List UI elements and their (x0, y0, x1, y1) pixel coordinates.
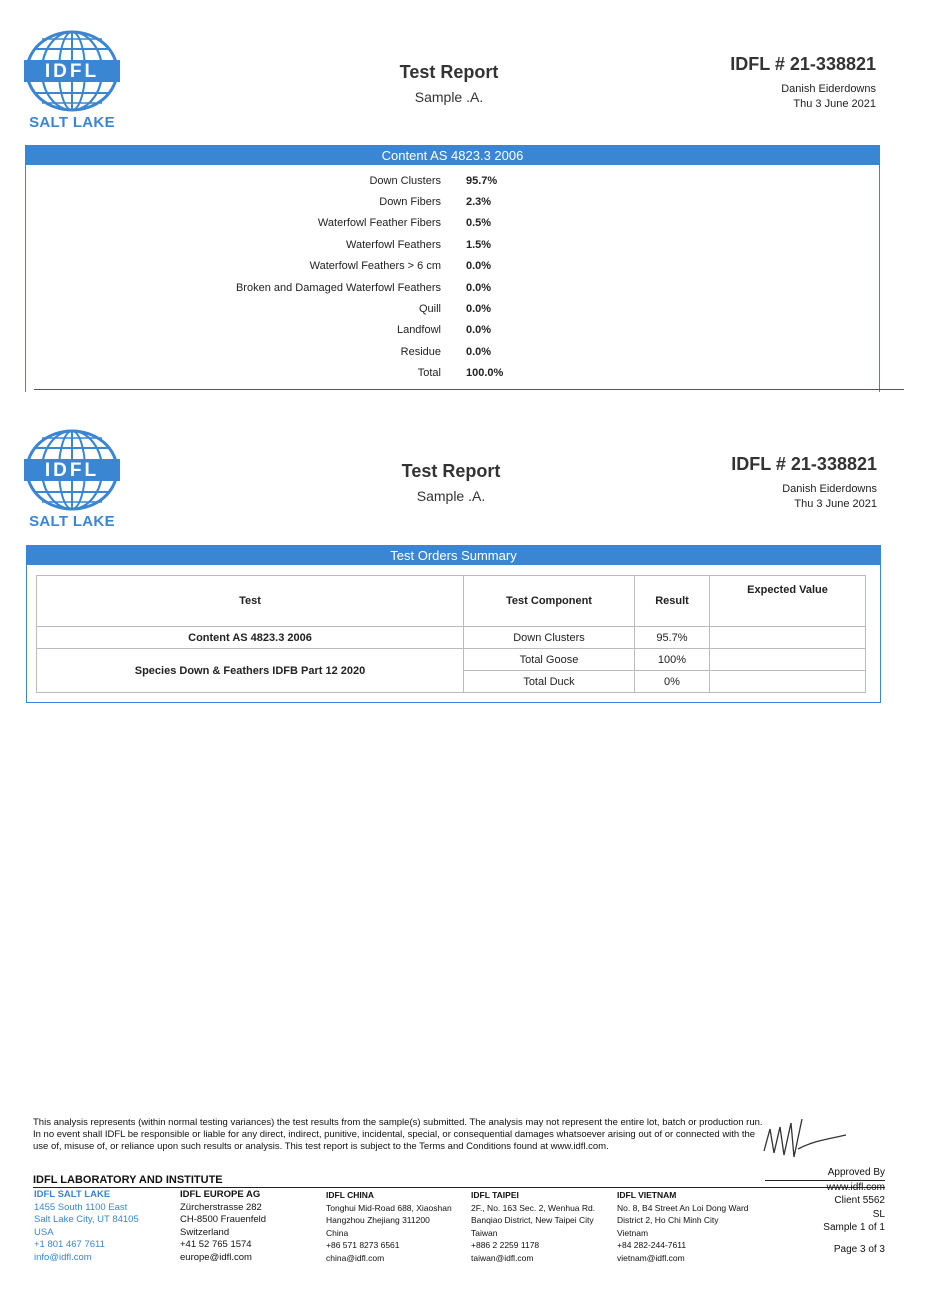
content-row-label: Quill (418, 303, 441, 315)
page-number: Page 3 of 3 (833, 1243, 885, 1255)
office-line: Banqiao District, New Taipei City (471, 1215, 594, 1225)
content-row (26, 342, 879, 363)
content-row-value: 95.7% (466, 175, 498, 187)
office-name: IDFL TAIPEI (471, 1190, 519, 1200)
office-europe (180, 1189, 266, 1264)
test-component: Total Duck (464, 671, 635, 693)
logo-city: SALT LAKE (29, 513, 115, 530)
test-expected (710, 671, 866, 693)
content-row-label: Waterfowl Feathers (346, 239, 441, 251)
office-line: info@idfl.com (34, 1251, 92, 1263)
office-name: IDFL VIETNAM (617, 1190, 677, 1200)
summary-table (36, 575, 866, 693)
sample-count: Sample 1 of 1 (823, 1222, 885, 1233)
test-name: Content AS 4823.3 2006 (37, 627, 464, 649)
office-line: +86 571 8273 6561 (326, 1240, 400, 1250)
content-row (26, 278, 879, 299)
test-name: Species Down & Feathers IDFB Part 12 2020 (37, 649, 464, 693)
office-line: No. 8, B4 Street An Loi Dong Ward (617, 1202, 749, 1213)
content-row (26, 256, 879, 277)
website: www.idfl.com (826, 1181, 885, 1193)
page-divider (34, 389, 904, 390)
table-row (37, 649, 866, 671)
office-line: CH-8500 Frauenfeld (180, 1214, 267, 1225)
content-row-total (26, 363, 879, 384)
office-taipei (471, 1189, 595, 1264)
initials: SL (872, 1208, 885, 1220)
report-number: IDFL # 21-338821 (730, 54, 876, 74)
office-line: Salt Lake City, UT 84105 (34, 1214, 139, 1225)
office-name: IDFL CHINA (326, 1190, 375, 1200)
office-line: China (326, 1227, 349, 1238)
content-row-label: Broken and Damaged Waterfowl Feathers (235, 282, 441, 294)
col-header-component: Test Component (464, 576, 635, 627)
col-header-result: Result (635, 576, 710, 627)
office-line: +41 52 765 1574 (180, 1239, 252, 1250)
approved-by: Approved By (765, 1166, 885, 1181)
office-name: IDFL SALT LAKE (34, 1189, 111, 1200)
content-row-value: 100.0% (466, 367, 504, 379)
page-title: Test Report (399, 62, 499, 82)
office-salt-lake (34, 1189, 139, 1264)
content-row-value: 1.5% (466, 239, 492, 251)
content-row-value: 0.0% (466, 282, 492, 294)
test-component: Total Goose (464, 649, 635, 671)
disclaimer-text: This analysis represents (within normal testing variances) the test results from the sample(s) submitted. The analysis may not represent the entire lot, batch or production run. In no event shall IDFL be responsible or liable for any direct, indirect, punitive, incidental, special, or consequential damages whatsoever arising out of or connected with the use of, misuse of, or reliance upon such results or analysis. This test report is subject to the Terms and Conditions found at www.idfl.com. (33, 1117, 763, 1152)
logo-text: IDFL (44, 61, 100, 82)
col-header-expected: Expected Value (710, 576, 866, 627)
footer-rule (33, 1187, 885, 1188)
office-line: china@idfl.com (326, 1252, 385, 1263)
sample-label: Sample .A. (414, 89, 484, 105)
content-row-value: 0.5% (466, 217, 492, 229)
office-line: Tonghui Mid-Road 688, Xiaoshan (326, 1202, 452, 1213)
signature-icon (758, 1113, 850, 1161)
col-header-test: Test (37, 576, 464, 627)
office-line: +84 282-244-7611 (617, 1240, 687, 1250)
logo-text: IDFL (44, 460, 100, 481)
client-product: Danish Eiderdowns (781, 83, 876, 95)
logo-city: SALT LAKE (29, 114, 115, 131)
office-vietnam (617, 1189, 749, 1264)
table-header-row (37, 576, 866, 627)
test-result: 0% (635, 671, 710, 693)
office-china (326, 1189, 452, 1264)
content-row-label: Down Clusters (369, 175, 441, 187)
summary-panel-heading: Test Orders Summary (27, 546, 880, 565)
office-line: taiwan@idfl.com (471, 1252, 534, 1263)
content-row (26, 171, 879, 192)
test-expected (710, 649, 866, 671)
content-row (26, 213, 879, 234)
content-row-label: Total (417, 367, 441, 379)
report-date: Thu 3 June 2021 (793, 98, 876, 110)
content-row-label: Waterfowl Feathers > 6 cm (309, 260, 441, 272)
office-line: 2F., No. 163 Sec. 2, Wenhua Rd. (471, 1202, 596, 1213)
lab-title: IDFL LABORATORY AND INSTITUTE (33, 1174, 223, 1186)
content-row-value: 0.0% (466, 260, 492, 272)
office-line: 1455 South 1100 East (34, 1201, 128, 1213)
content-row-label: Waterfowl Feather Fibers (317, 217, 441, 229)
report-number: IDFL # 21-338821 (731, 454, 877, 474)
test-result: 100% (635, 649, 710, 671)
content-row (26, 299, 879, 320)
content-row-label: Residue (400, 346, 441, 358)
content-panel (25, 145, 880, 392)
sample-label: Sample .A. (416, 488, 486, 504)
table-row (37, 627, 866, 649)
report-date: Thu 3 June 2021 (794, 498, 877, 510)
office-line: Vietnam (617, 1227, 649, 1238)
office-line: Switzerland (180, 1226, 230, 1238)
test-result: 95.7% (635, 627, 710, 649)
office-line: Hangzhou Zhejiang 311200 (326, 1215, 430, 1225)
content-row-value: 0.0% (466, 303, 492, 315)
office-line: +886 2 2259 1178 (471, 1240, 540, 1250)
office-line: Taiwan (471, 1227, 498, 1238)
office-line: vietnam@idfl.com (617, 1252, 685, 1263)
content-panel-heading: Content AS 4823.3 2006 (26, 146, 879, 165)
content-row-label: Down Fibers (379, 196, 441, 208)
content-row-value: 0.0% (466, 324, 492, 336)
test-component: Down Clusters (464, 627, 635, 649)
content-row (26, 320, 879, 341)
content-row-value: 0.0% (466, 346, 492, 358)
client-product: Danish Eiderdowns (782, 483, 877, 495)
approval-block (765, 1166, 885, 1256)
office-name: IDFL EUROPE AG (180, 1189, 261, 1200)
office-line: europe@idfl.com (180, 1251, 252, 1263)
test-expected (710, 627, 866, 649)
content-row-label: Landfowl (396, 324, 441, 336)
office-line: +1 801 467 7611 (34, 1239, 105, 1250)
office-line: Zürcherstrasse 282 (180, 1201, 262, 1213)
client-number: Client 5562 (834, 1195, 885, 1206)
content-row-value: 2.3% (466, 196, 492, 208)
content-row (26, 235, 879, 256)
content-row (26, 192, 879, 213)
office-line: USA (34, 1226, 54, 1238)
idfl-logo (22, 429, 122, 530)
idfl-logo (22, 30, 122, 131)
office-line: District 2, Ho Chi Minh City (617, 1215, 719, 1225)
page-title: Test Report (401, 461, 501, 481)
